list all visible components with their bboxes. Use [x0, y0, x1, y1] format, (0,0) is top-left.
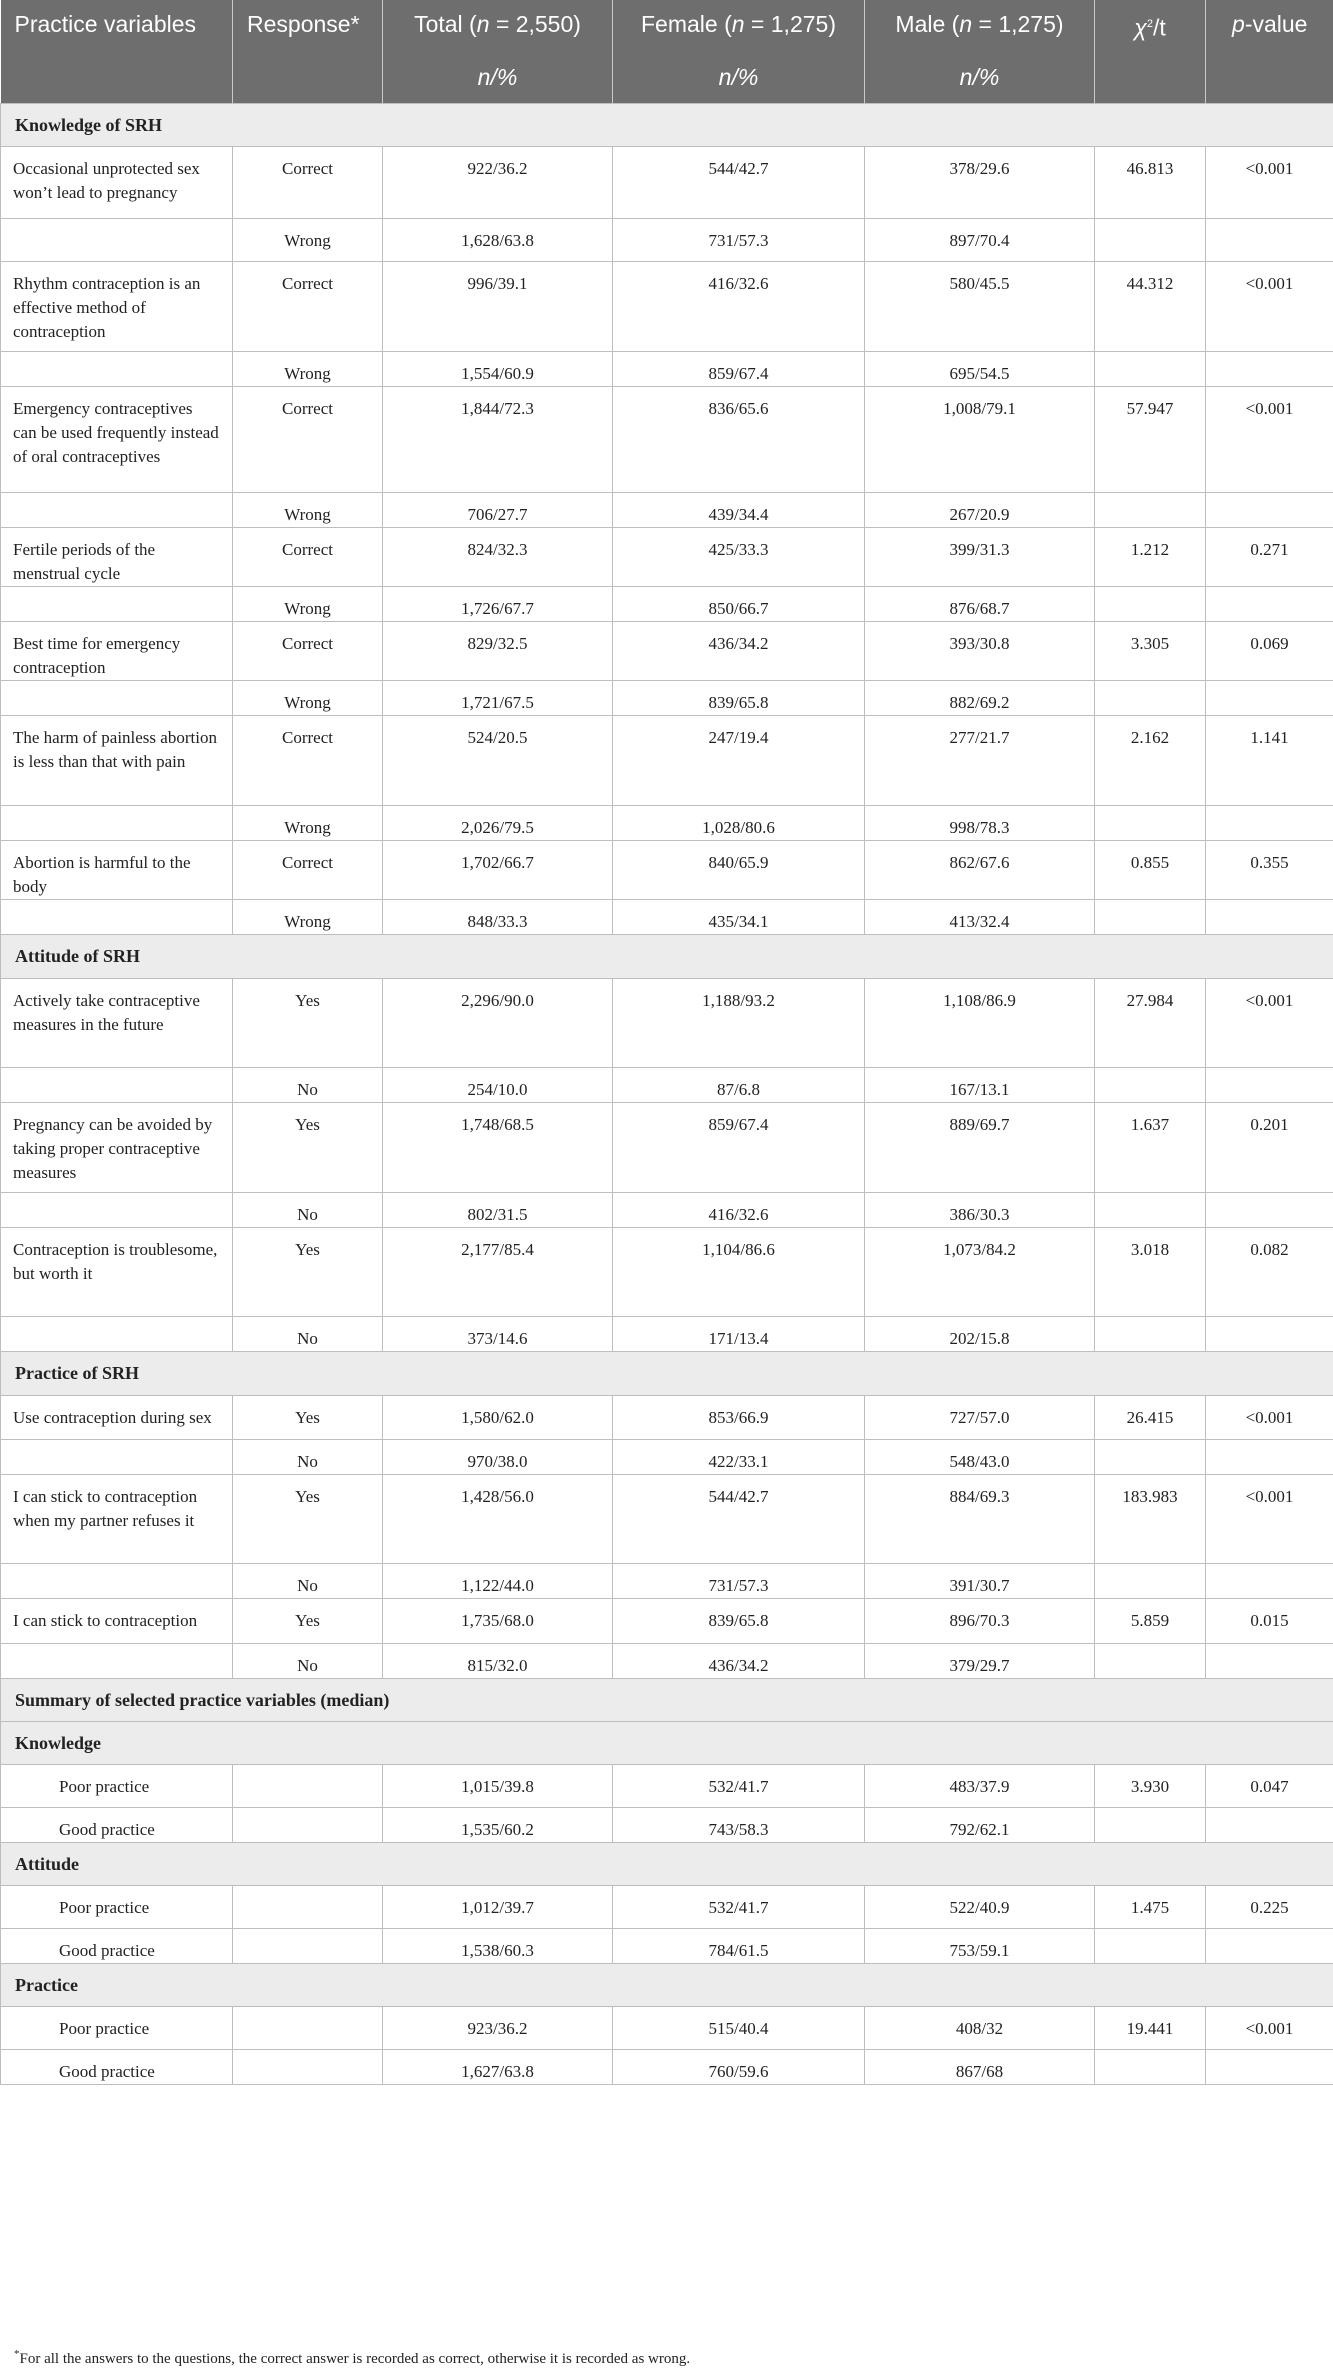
cell-p-value — [1206, 219, 1333, 262]
cell-p-value: <0.001 — [1206, 2007, 1333, 2050]
cell-male: 889/69.7 — [865, 1103, 1095, 1193]
cell-male: 483/37.9 — [865, 1765, 1095, 1808]
cell-p-value: 0.047 — [1206, 1765, 1333, 1808]
cell-male: 267/20.9 — [865, 493, 1095, 528]
cell-p-value — [1206, 493, 1333, 528]
header-chi-square: $\chi^2/t$ — [1095, 0, 1206, 60]
cell-response: Wrong — [233, 493, 383, 528]
cell-variable: Abortion is harmful to the body — [1, 841, 233, 900]
cell-male: 277/21.7 — [865, 716, 1095, 806]
table-row — [1, 716, 1333, 806]
section-header-row — [1, 104, 1333, 147]
cell-p-value: 1.141 — [1206, 716, 1333, 806]
cell-chi-square — [1095, 493, 1206, 528]
cell-p-value: 0.201 — [1206, 1103, 1333, 1193]
cell-p-value — [1206, 1564, 1333, 1599]
section-header-row — [1, 1722, 1333, 1765]
table-row — [1, 1808, 1333, 1843]
table-row — [1, 1644, 1333, 1679]
cell-male: 753/59.1 — [865, 1929, 1095, 1964]
table-row — [1, 2050, 1333, 2085]
table-row — [1, 1475, 1333, 1564]
cell-total: 815/32.0 — [383, 1644, 613, 1679]
cell-variable — [1, 1440, 233, 1475]
section-header-row — [1, 1964, 1333, 2007]
cell-variable: Actively take contraceptive measures in the future — [1, 979, 233, 1068]
cell-female: 743/58.3 — [613, 1808, 865, 1843]
cell-variable: Poor practice — [1, 1765, 233, 1808]
cell-chi-square: 183.983 — [1095, 1475, 1206, 1564]
cell-total: 829/32.5 — [383, 622, 613, 681]
cell-variable — [1, 806, 233, 841]
cell-male: 391/30.7 — [865, 1564, 1095, 1599]
table-row — [1, 1068, 1333, 1103]
cell-p-value — [1206, 1644, 1333, 1679]
cell-male: 202/15.8 — [865, 1317, 1095, 1352]
cell-female: 784/61.5 — [613, 1929, 865, 1964]
cell-total: 1,122/44.0 — [383, 1564, 613, 1599]
cell-response — [233, 2050, 383, 2085]
cell-chi-square — [1095, 900, 1206, 935]
table-row — [1, 1317, 1333, 1352]
cell-p-value: <0.001 — [1206, 979, 1333, 1068]
cell-male: 998/78.3 — [865, 806, 1095, 841]
header-female: Female (n = 1,275) — [613, 0, 865, 60]
cell-p-value: 0.355 — [1206, 841, 1333, 900]
table-row — [1, 1396, 1333, 1440]
cell-chi-square — [1095, 681, 1206, 716]
cell-female: 87/6.8 — [613, 1068, 865, 1103]
cell-response: Correct — [233, 622, 383, 681]
cell-p-value — [1206, 806, 1333, 841]
section-title: Knowledge — [1, 1722, 1333, 1765]
cell-variable — [1, 900, 233, 935]
cell-female: 247/19.4 — [613, 716, 865, 806]
cell-chi-square — [1095, 1929, 1206, 1964]
cell-chi-square: 26.415 — [1095, 1396, 1206, 1440]
cell-variable: Poor practice — [1, 2007, 233, 2050]
section-title: Attitude of SRH — [1, 935, 1333, 979]
cell-female: 435/34.1 — [613, 900, 865, 935]
cell-p-value: 0.082 — [1206, 1228, 1333, 1317]
cell-variable: Good practice — [1, 2050, 233, 2085]
cell-chi-square: 19.441 — [1095, 2007, 1206, 2050]
section-header-row — [1, 935, 1333, 979]
cell-male: 882/69.2 — [865, 681, 1095, 716]
cell-total: 1,735/68.0 — [383, 1599, 613, 1644]
cell-female: 859/67.4 — [613, 352, 865, 387]
table-row — [1, 806, 1333, 841]
cell-female: 171/13.4 — [613, 1317, 865, 1352]
cell-p-value: <0.001 — [1206, 387, 1333, 493]
cell-male: 867/68 — [865, 2050, 1095, 2085]
cell-total: 970/38.0 — [383, 1440, 613, 1475]
subheader-row — [1, 60, 1333, 104]
table-row — [1, 1228, 1333, 1317]
cell-chi-square: 1.475 — [1095, 1886, 1206, 1929]
cell-total: 1,428/56.0 — [383, 1475, 613, 1564]
cell-female: 1,028/80.6 — [613, 806, 865, 841]
cell-male: 862/67.6 — [865, 841, 1095, 900]
cell-response — [233, 1886, 383, 1929]
table-row — [1, 387, 1333, 493]
cell-total: 2,296/90.0 — [383, 979, 613, 1068]
cell-response: Correct — [233, 716, 383, 806]
header-response: Response* — [233, 0, 383, 60]
cell-male: 896/70.3 — [865, 1599, 1095, 1644]
cell-female: 532/41.7 — [613, 1886, 865, 1929]
subheader-empty-6 — [1095, 60, 1206, 104]
cell-response: No — [233, 1644, 383, 1679]
cell-variable — [1, 219, 233, 262]
cell-response — [233, 1929, 383, 1964]
section-title: Knowledge of SRH — [1, 104, 1333, 147]
cell-chi-square: 0.855 — [1095, 841, 1206, 900]
cell-chi-square: 27.984 — [1095, 979, 1206, 1068]
cell-total: 848/33.3 — [383, 900, 613, 935]
cell-variable: Emergency contraceptives can be used frequently instead of oral contraceptives — [1, 387, 233, 493]
cell-female: 515/40.4 — [613, 2007, 865, 2050]
cell-chi-square — [1095, 2050, 1206, 2085]
cell-p-value: 0.225 — [1206, 1886, 1333, 1929]
cell-chi-square: 3.018 — [1095, 1228, 1206, 1317]
cell-chi-square — [1095, 1564, 1206, 1599]
cell-male: 1,073/84.2 — [865, 1228, 1095, 1317]
cell-chi-square: 5.859 — [1095, 1599, 1206, 1644]
cell-response: Wrong — [233, 587, 383, 622]
section-header-row — [1, 1679, 1333, 1722]
cell-total: 1,015/39.8 — [383, 1765, 613, 1808]
cell-p-value — [1206, 1193, 1333, 1228]
cell-total: 802/31.5 — [383, 1193, 613, 1228]
header-male: Male (n = 1,275) — [865, 0, 1095, 60]
cell-chi-square — [1095, 1068, 1206, 1103]
cell-p-value — [1206, 587, 1333, 622]
cell-p-value — [1206, 900, 1333, 935]
cell-total: 1,535/60.2 — [383, 1808, 613, 1843]
cell-response: Correct — [233, 528, 383, 587]
cell-total: 706/27.7 — [383, 493, 613, 528]
cell-variable — [1, 1068, 233, 1103]
cell-male: 522/40.9 — [865, 1886, 1095, 1929]
header-total: Total (n = 2,550) — [383, 0, 613, 60]
cell-female: 731/57.3 — [613, 219, 865, 262]
cell-variable: Contraception is troublesome, but worth it — [1, 1228, 233, 1317]
table-row — [1, 1193, 1333, 1228]
cell-total: 1,012/39.7 — [383, 1886, 613, 1929]
cell-response: Correct — [233, 147, 383, 219]
cell-chi-square — [1095, 1193, 1206, 1228]
cell-response — [233, 1765, 383, 1808]
cell-female: 416/32.6 — [613, 262, 865, 352]
cell-chi-square: 1.637 — [1095, 1103, 1206, 1193]
subheader-male-unit: n/% — [865, 60, 1095, 104]
cell-variable — [1, 1317, 233, 1352]
cell-chi-square: 3.930 — [1095, 1765, 1206, 1808]
cell-response: Yes — [233, 1228, 383, 1317]
cell-male: 580/45.5 — [865, 262, 1095, 352]
table-row — [1, 219, 1333, 262]
cell-chi-square — [1095, 352, 1206, 387]
cell-p-value — [1206, 352, 1333, 387]
header-p-value: p-value — [1206, 0, 1333, 60]
cell-p-value — [1206, 1808, 1333, 1843]
cell-total: 1,580/62.0 — [383, 1396, 613, 1440]
cell-total: 1,748/68.5 — [383, 1103, 613, 1193]
cell-response: No — [233, 1193, 383, 1228]
table-row — [1, 493, 1333, 528]
table-row — [1, 528, 1333, 587]
cell-variable: Good practice — [1, 1808, 233, 1843]
cell-chi-square: 44.312 — [1095, 262, 1206, 352]
cell-total: 824/32.3 — [383, 528, 613, 587]
table-row — [1, 681, 1333, 716]
cell-female: 853/66.9 — [613, 1396, 865, 1440]
cell-chi-square: 3.305 — [1095, 622, 1206, 681]
cell-total: 1,538/60.3 — [383, 1929, 613, 1964]
cell-chi-square — [1095, 219, 1206, 262]
section-title: Summary of selected practice variables (median) — [1, 1679, 1333, 1722]
cell-variable: Pregnancy can be avoided by taking proper contraceptive measures — [1, 1103, 233, 1193]
cell-male: 379/29.7 — [865, 1644, 1095, 1679]
cell-female: 425/33.3 — [613, 528, 865, 587]
cell-response — [233, 2007, 383, 2050]
cell-response: Correct — [233, 262, 383, 352]
cell-response: Yes — [233, 1475, 383, 1564]
header-practice-variables: Practice variables — [1, 0, 233, 60]
cell-total: 254/10.0 — [383, 1068, 613, 1103]
cell-response: Correct — [233, 387, 383, 493]
cell-total: 1,627/63.8 — [383, 2050, 613, 2085]
table-row — [1, 841, 1333, 900]
cell-p-value — [1206, 1929, 1333, 1964]
table-row — [1, 622, 1333, 681]
cell-female: 416/32.6 — [613, 1193, 865, 1228]
cell-variable: Best time for emergency contraception — [1, 622, 233, 681]
cell-total: 1,726/67.7 — [383, 587, 613, 622]
cell-total: 996/39.1 — [383, 262, 613, 352]
table-row — [1, 1564, 1333, 1599]
cell-p-value: <0.001 — [1206, 1396, 1333, 1440]
table-row — [1, 900, 1333, 935]
cell-variable: I can stick to contraception — [1, 1599, 233, 1644]
cell-male: 393/30.8 — [865, 622, 1095, 681]
cell-male: 386/30.3 — [865, 1193, 1095, 1228]
cell-female: 859/67.4 — [613, 1103, 865, 1193]
cell-response: Correct — [233, 841, 383, 900]
cell-male: 695/54.5 — [865, 352, 1095, 387]
cell-total: 1,628/63.8 — [383, 219, 613, 262]
cell-response: Wrong — [233, 806, 383, 841]
cell-chi-square — [1095, 1317, 1206, 1352]
subheader-total-unit: n/% — [383, 60, 613, 104]
header-row — [1, 0, 1333, 60]
cell-variable: The harm of painless abortion is less than that with pain — [1, 716, 233, 806]
cell-female: 1,188/93.2 — [613, 979, 865, 1068]
cell-response: No — [233, 1068, 383, 1103]
cell-female: 760/59.6 — [613, 2050, 865, 2085]
cell-male: 897/70.4 — [865, 219, 1095, 262]
cell-chi-square: 2.162 — [1095, 716, 1206, 806]
cell-variable — [1, 493, 233, 528]
cell-female: 731/57.3 — [613, 1564, 865, 1599]
cell-p-value — [1206, 2050, 1333, 2085]
cell-chi-square — [1095, 1644, 1206, 1679]
section-header-row — [1, 1352, 1333, 1396]
cell-response: No — [233, 1564, 383, 1599]
cell-p-value — [1206, 1317, 1333, 1352]
cell-p-value — [1206, 1068, 1333, 1103]
cell-variable: Occasional unprotected sex won’t lead to pregnancy — [1, 147, 233, 219]
cell-chi-square — [1095, 806, 1206, 841]
cell-chi-square: 1.212 — [1095, 528, 1206, 587]
cell-variable — [1, 681, 233, 716]
cell-male: 1,008/79.1 — [865, 387, 1095, 493]
cell-female: 532/41.7 — [613, 1765, 865, 1808]
cell-female: 840/65.9 — [613, 841, 865, 900]
cell-response: Yes — [233, 979, 383, 1068]
table-row — [1, 587, 1333, 622]
section-title: Attitude — [1, 1843, 1333, 1886]
cell-male: 792/62.1 — [865, 1808, 1095, 1843]
cell-total: 922/36.2 — [383, 147, 613, 219]
cell-variable: Poor practice — [1, 1886, 233, 1929]
cell-variable: Fertile periods of the menstrual cycle — [1, 528, 233, 587]
cell-p-value: 0.069 — [1206, 622, 1333, 681]
cell-female: 439/34.4 — [613, 493, 865, 528]
cell-response: Wrong — [233, 219, 383, 262]
cell-response: Yes — [233, 1396, 383, 1440]
cell-variable — [1, 1193, 233, 1228]
cell-chi-square: 46.813 — [1095, 147, 1206, 219]
cell-female: 544/42.7 — [613, 1475, 865, 1564]
section-title: Practice — [1, 1964, 1333, 2007]
cell-male: 727/57.0 — [865, 1396, 1095, 1440]
cell-p-value: 0.271 — [1206, 528, 1333, 587]
cell-total: 524/20.5 — [383, 716, 613, 806]
cell-total: 2,026/79.5 — [383, 806, 613, 841]
cell-total: 1,844/72.3 — [383, 387, 613, 493]
cell-male: 378/29.6 — [865, 147, 1095, 219]
cell-variable: Use contraception during sex — [1, 1396, 233, 1440]
cell-variable: Good practice — [1, 1929, 233, 1964]
cell-p-value: 0.015 — [1206, 1599, 1333, 1644]
cell-male: 876/68.7 — [865, 587, 1095, 622]
cell-chi-square — [1095, 1440, 1206, 1475]
cell-female: 1,104/86.6 — [613, 1228, 865, 1317]
cell-total: 923/36.2 — [383, 2007, 613, 2050]
cell-response: Yes — [233, 1103, 383, 1193]
subheader-empty-1 — [1, 60, 233, 104]
table-row — [1, 147, 1333, 219]
cell-female: 839/65.8 — [613, 681, 865, 716]
table-row — [1, 262, 1333, 352]
cell-total: 1,721/67.5 — [383, 681, 613, 716]
cell-male: 167/13.1 — [865, 1068, 1095, 1103]
table-footnote: *For all the answers to the questions, the correct answer is recorded as correct, otherwise it is recorded as wrong. — [14, 2348, 691, 2367]
subheader-empty-2 — [233, 60, 383, 104]
cell-variable: I can stick to contraception when my partner refuses it — [1, 1475, 233, 1564]
table-row — [1, 1929, 1333, 1964]
cell-variable — [1, 587, 233, 622]
cell-female: 836/65.6 — [613, 387, 865, 493]
subheader-empty-7 — [1206, 60, 1333, 104]
cell-variable — [1, 1644, 233, 1679]
cell-total: 2,177/85.4 — [383, 1228, 613, 1317]
cell-female: 436/34.2 — [613, 622, 865, 681]
cell-female: 422/33.1 — [613, 1440, 865, 1475]
table-row — [1, 1886, 1333, 1929]
cell-total: 373/14.6 — [383, 1317, 613, 1352]
cell-total: 1,702/66.7 — [383, 841, 613, 900]
cell-response: No — [233, 1440, 383, 1475]
cell-female: 436/34.2 — [613, 1644, 865, 1679]
cell-male: 399/31.3 — [865, 528, 1095, 587]
subheader-female-unit: n/% — [613, 60, 865, 104]
table-row — [1, 1440, 1333, 1475]
cell-female: 839/65.8 — [613, 1599, 865, 1644]
cell-chi-square: 57.947 — [1095, 387, 1206, 493]
cell-p-value: <0.001 — [1206, 1475, 1333, 1564]
cell-p-value — [1206, 681, 1333, 716]
cell-total: 1,554/60.9 — [383, 352, 613, 387]
table-row — [1, 2007, 1333, 2050]
cell-male: 413/32.4 — [865, 900, 1095, 935]
cell-male: 884/69.3 — [865, 1475, 1095, 1564]
cell-p-value — [1206, 1440, 1333, 1475]
cell-variable — [1, 1564, 233, 1599]
table-row — [1, 352, 1333, 387]
table-row — [1, 979, 1333, 1068]
cell-variable: Rhythm contraception is an effective method of contraception — [1, 262, 233, 352]
table-row — [1, 1103, 1333, 1193]
cell-variable — [1, 352, 233, 387]
cell-p-value: <0.001 — [1206, 147, 1333, 219]
cell-female: 544/42.7 — [613, 147, 865, 219]
cell-chi-square — [1095, 587, 1206, 622]
cell-male: 408/32 — [865, 2007, 1095, 2050]
section-title: Practice of SRH — [1, 1352, 1333, 1396]
cell-p-value: <0.001 — [1206, 262, 1333, 352]
cell-response: Wrong — [233, 681, 383, 716]
cell-response: Wrong — [233, 900, 383, 935]
cell-male: 1,108/86.9 — [865, 979, 1095, 1068]
cell-male: 548/43.0 — [865, 1440, 1095, 1475]
table-row — [1, 1599, 1333, 1644]
table-row — [1, 1765, 1333, 1808]
cell-response: Wrong — [233, 352, 383, 387]
table-body — [1, 104, 1333, 2085]
cell-female: 850/66.7 — [613, 587, 865, 622]
cell-chi-square — [1095, 1808, 1206, 1843]
section-header-row — [1, 1843, 1333, 1886]
cell-response: Yes — [233, 1599, 383, 1644]
cell-response: No — [233, 1317, 383, 1352]
cell-response — [233, 1808, 383, 1843]
